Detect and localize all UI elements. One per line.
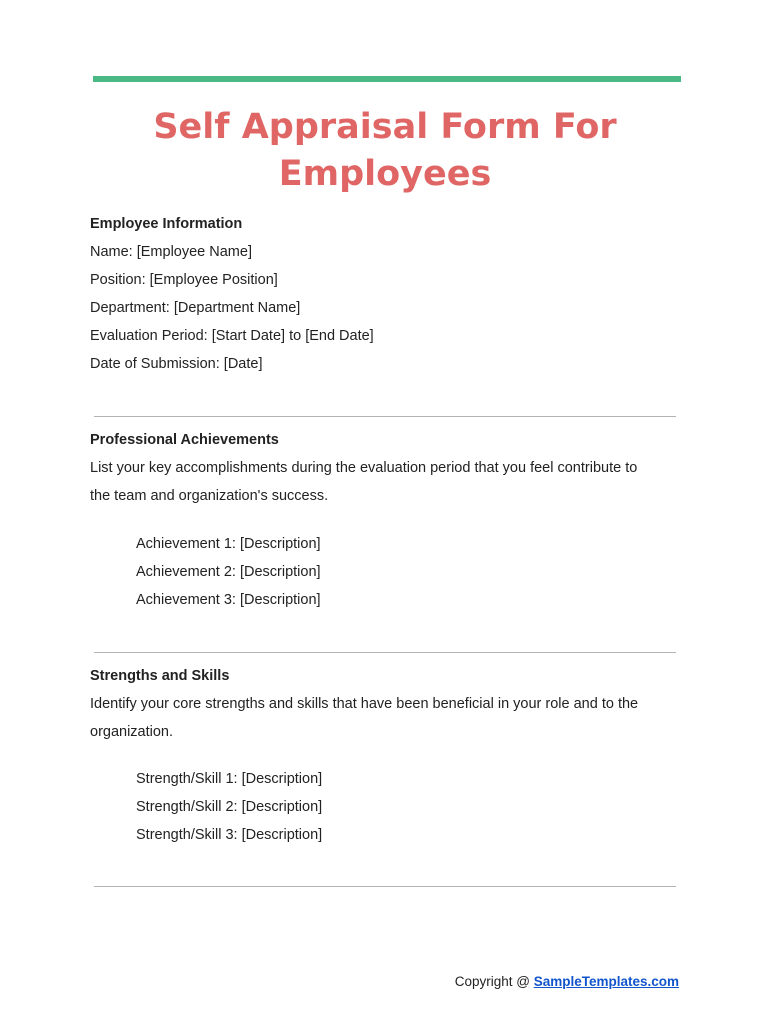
strength-item-2: Strength/Skill 2: [Description] [136, 799, 323, 815]
employee-position-field: Position: [Employee Position] [90, 272, 278, 288]
strengths-intro-line-2: organization. [90, 724, 174, 740]
achievements-heading: Professional Achievements [90, 432, 279, 448]
strengths-intro-line-1: Identify your core strengths and skills that have been beneficial in your role and to the [90, 696, 639, 712]
employee-department-field: Department: [Department Name] [90, 300, 301, 316]
achievements-intro-line-2: the team and organization's success. [90, 488, 329, 504]
strength-item-1: Strength/Skill 1: [Description] [136, 771, 323, 787]
copyright-text: Copyright @ [454, 974, 534, 989]
section-divider [94, 416, 676, 417]
employee-info-heading: Employee Information [90, 216, 243, 232]
strength-item-3: Strength/Skill 3: [Description] [136, 827, 323, 843]
strengths-heading: Strengths and Skills [90, 668, 230, 684]
achievement-item-2: Achievement 2: [Description] [136, 564, 321, 580]
title-line-2: Employees [278, 154, 492, 194]
document-title [0, 104, 770, 198]
evaluation-period-field: Evaluation Period: [Start Date] to [End Date] [90, 328, 374, 344]
sample-templates-link[interactable]: SampleTemplates.com [533, 974, 679, 989]
title-line-1: Self Appraisal Form For [153, 107, 617, 147]
achievement-item-3: Achievement 3: [Description] [136, 592, 321, 608]
submission-date-field: Date of Submission: [Date] [90, 356, 263, 372]
top-accent-bar [93, 76, 681, 82]
achievement-item-1: Achievement 1: [Description] [136, 536, 321, 552]
section-divider [94, 886, 676, 887]
copyright-footer [455, 974, 679, 989]
section-divider [94, 652, 676, 653]
employee-name-field: Name: [Employee Name] [90, 244, 252, 260]
achievements-intro-line-1: List your key accomplishments during the evaluation period that you feel contribute to [90, 460, 638, 476]
